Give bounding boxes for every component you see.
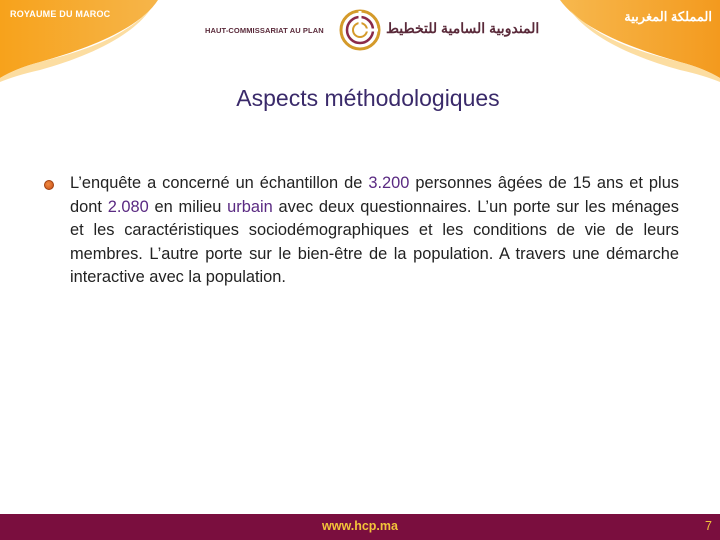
page-number: 7 (705, 519, 712, 533)
urban-keyword: urbain (227, 197, 273, 216)
paragraph-text-2: personnes âgées de 15 ans et plus dont (70, 174, 680, 216)
country-name-fr: ROYAUME DU MAROC (10, 9, 111, 19)
website-link[interactable]: www.hcp.ma (322, 519, 398, 533)
organization-name-ar: المندوبية السامية للتخطيط (386, 20, 540, 36)
urban-count-value: 2.080 (107, 197, 149, 216)
sample-size-value: 3.200 (368, 174, 410, 192)
paragraph-text-1: L’enquête a concerné un échantillon de (70, 174, 369, 192)
slide-header (0, 0, 720, 82)
slide-title: Aspects méthodologiques (236, 85, 500, 111)
hcp-logo-icon (338, 8, 382, 52)
organization-name-fr: HAUT-COMMISSARIAT AU PLAN (205, 26, 324, 35)
country-name-ar: المملكة المغربية (624, 9, 712, 24)
methodology-paragraph (70, 172, 679, 290)
paragraph-text-3: en milieu (148, 197, 228, 216)
bullet-icon (44, 180, 54, 190)
paragraph-text-4: avec deux questionnaires. L’un porte sur les ménages et les caractéristiques sociodémographiques et les conditions de vie de leurs membres. L’autre porte sur le bien-être de la population. A travers une démarche interactive avec la population. (70, 197, 679, 286)
slide-footer (0, 514, 720, 540)
